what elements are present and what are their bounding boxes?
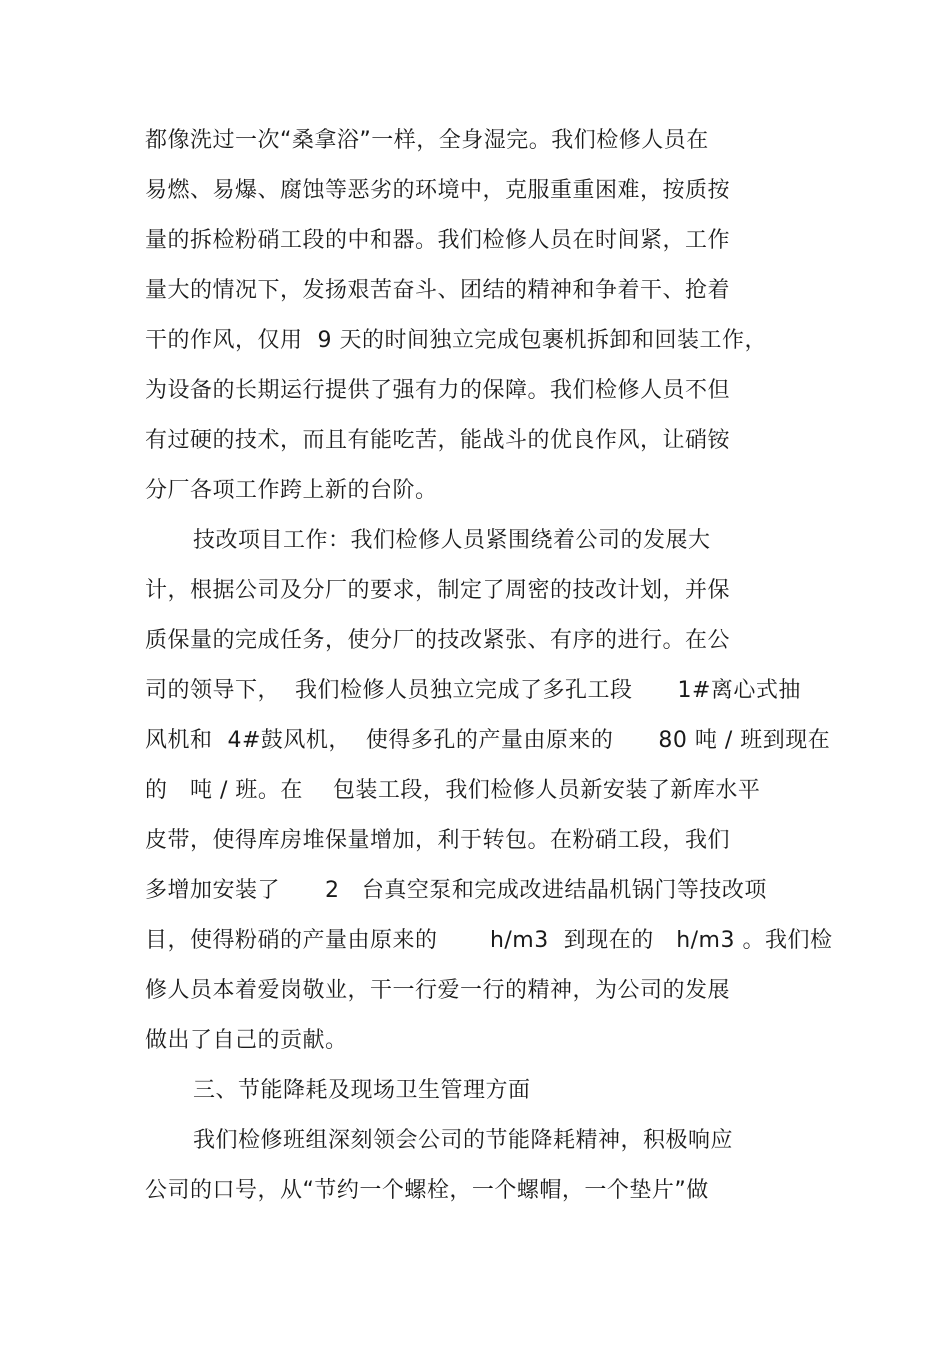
- text-line: 的 吨 / 班。在 包装工段，我们检修人员新安装了新库水平: [145, 778, 761, 803]
- text-line: 公司的口号，从“节约一个螺栓，一个螺帽，一个垫片”做: [145, 1178, 709, 1203]
- text-line: 多增加安装了 2 台真空泵和完成改进结晶机锅门等技改项: [145, 878, 767, 903]
- text-line: 都像洗过一次“桑拿浴”一样，全身湿完。我们检修人员在: [145, 128, 709, 153]
- text-line: 皮带，使得库房堆保量增加，利于转包。在粉硝工段，我们: [145, 828, 731, 853]
- section-heading: 三、节能降耗及现场卫生管理方面: [193, 1078, 531, 1103]
- text-line: 司的领导下， 我们检修人员独立完成了多孔工段 1#离心式抽: [145, 678, 801, 703]
- text-line: 量大的情况下，发扬艰苦奋斗、团结的精神和争着干、抢着: [145, 278, 731, 303]
- text-line: 做出了自己的贡献。: [145, 1028, 348, 1053]
- text-line: 为设备的长期运行提供了强有力的保障。我们检修人员不但: [145, 378, 731, 403]
- text-line: 有过硬的技术，而且有能吃苦，能战斗的优良作风，让硝铵: [145, 428, 731, 453]
- text-line: 修人员本着爱岗敬业，干一行爱一行的精神，为公司的发展: [145, 978, 731, 1003]
- text-line: 易燃、易爆、腐蚀等恶劣的环境中，克服重重困难，按质按: [145, 178, 731, 203]
- text-line: 计，根据公司及分厂的要求，制定了周密的技改计划，并保: [145, 578, 731, 603]
- text-line: 量的拆检粉硝工段的中和器。我们检修人员在时间紧，工作: [145, 228, 731, 253]
- paragraph-first-line: 我们检修班组深刻领会公司的节能降耗精神，积极响应: [193, 1128, 734, 1153]
- text-line: 分厂各项工作跨上新的台阶。: [145, 478, 438, 503]
- text-line: 风机和 4#鼓风机， 使得多孔的产量由原来的 80 吨 / 班到现在: [145, 728, 831, 753]
- text-line: 目，使得粉硝的产量由原来的 h/m3 到现在的 h/m3 。我们检: [145, 928, 833, 953]
- text-line: 质保量的完成任务，使分厂的技改紧张、有序的进行。在公: [145, 628, 731, 653]
- text-line: 干的作风，仅用 9 天的时间独立完成包裹机拆卸和回装工作，: [145, 328, 767, 353]
- paragraph-first-line: 技改项目工作：我们检修人员紧围绕着公司的发展大: [193, 528, 711, 553]
